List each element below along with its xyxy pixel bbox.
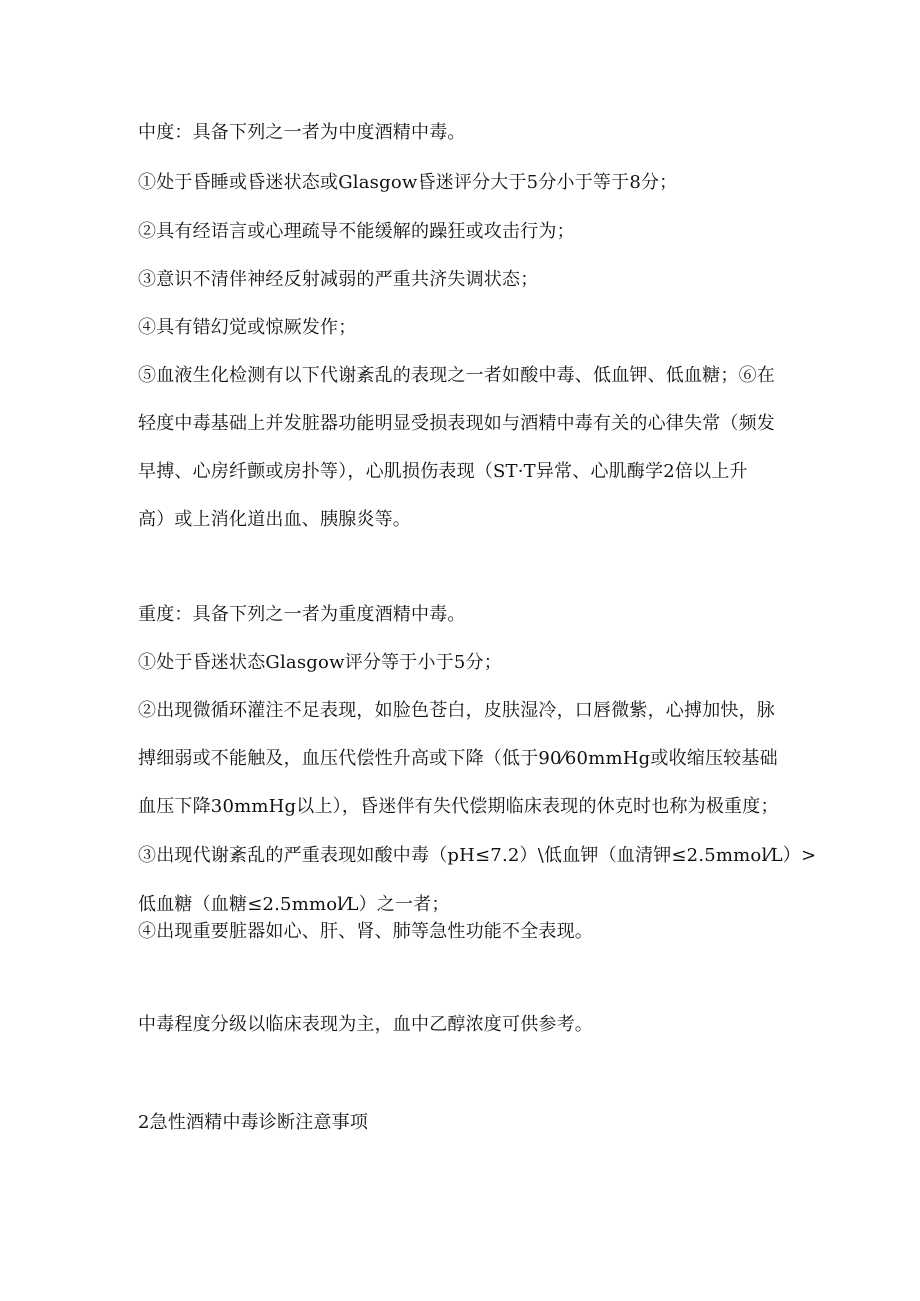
grading-note: 中毒程度分级以临床表现为主，血中乙醇浓度可供参考。 bbox=[138, 1014, 593, 1035]
moderate-item-5-line-3: 早搏、心房纤颤或房扑等），心肌损伤表现（ST·T异常、心肌酶学2倍以上升 bbox=[138, 461, 748, 482]
moderate-item-1: ①处于昏睡或昏迷状态或Glasgow昏迷评分大于5分小于等于8分； bbox=[138, 172, 678, 193]
moderate-item-4: ④具有错幻觉或惊厥发作； bbox=[138, 317, 357, 338]
severe-item-4: ④出现重要脏器如心、肝、肾、肺等急性功能不全表现。 bbox=[138, 921, 593, 942]
severe-item-2-line-1: ②出现微循环灌注不足表现，如脸色苍白，皮肤湿冷，口唇微紫，心搏加快，脉 bbox=[138, 700, 775, 721]
moderate-item-5-line-4: 高）或上消化道出血、胰腺炎等。 bbox=[138, 509, 411, 530]
moderate-item-2: ②具有经语言或心理疏导不能缓解的躁狂或攻击行为； bbox=[138, 221, 575, 242]
severe-item-2-line-3: 血压下降30mmHg以上），昏迷伴有失代偿期临床表现的休克时也称为极重度； bbox=[138, 796, 779, 817]
severe-heading: 重度：具备下列之一者为重度酒精中毒。 bbox=[138, 604, 466, 625]
severe-item-3-line-2: 低血糖（血糖≤2.5mmol⁄L）之一者； bbox=[138, 894, 450, 915]
moderate-item-5-line-1: ⑤血液生化检测有以下代谢紊乱的表现之一者如酸中毒、低血钾、低血糖；⑥在 bbox=[138, 365, 775, 386]
moderate-heading: 中度：具备下列之一者为中度酒精中毒。 bbox=[138, 122, 466, 143]
severe-item-3-line-1: ③出现代谢紊乱的严重表现如酸中毒（pH≤7.2）\低血钾（血清钾≤2.5mmol⁄L）> bbox=[138, 845, 817, 866]
severe-item-1: ①处于昏迷状态Glasgow评分等于小于5分； bbox=[138, 652, 502, 673]
moderate-item-3: ③意识不清伴神经反射减弱的严重共济失调状态； bbox=[138, 269, 539, 290]
moderate-item-5-line-2: 轻度中毒基础上并发脏器功能明显受损表现如与酒精中毒有关的心律失常（频发 bbox=[138, 413, 775, 434]
severe-item-2-line-2: 搏细弱或不能触及，血压代偿性升高或下降（低于90⁄60mmHg或收缩压较基础 bbox=[138, 748, 778, 769]
section-heading: 2急性酒精中毒诊断注意事项 bbox=[138, 1112, 369, 1133]
